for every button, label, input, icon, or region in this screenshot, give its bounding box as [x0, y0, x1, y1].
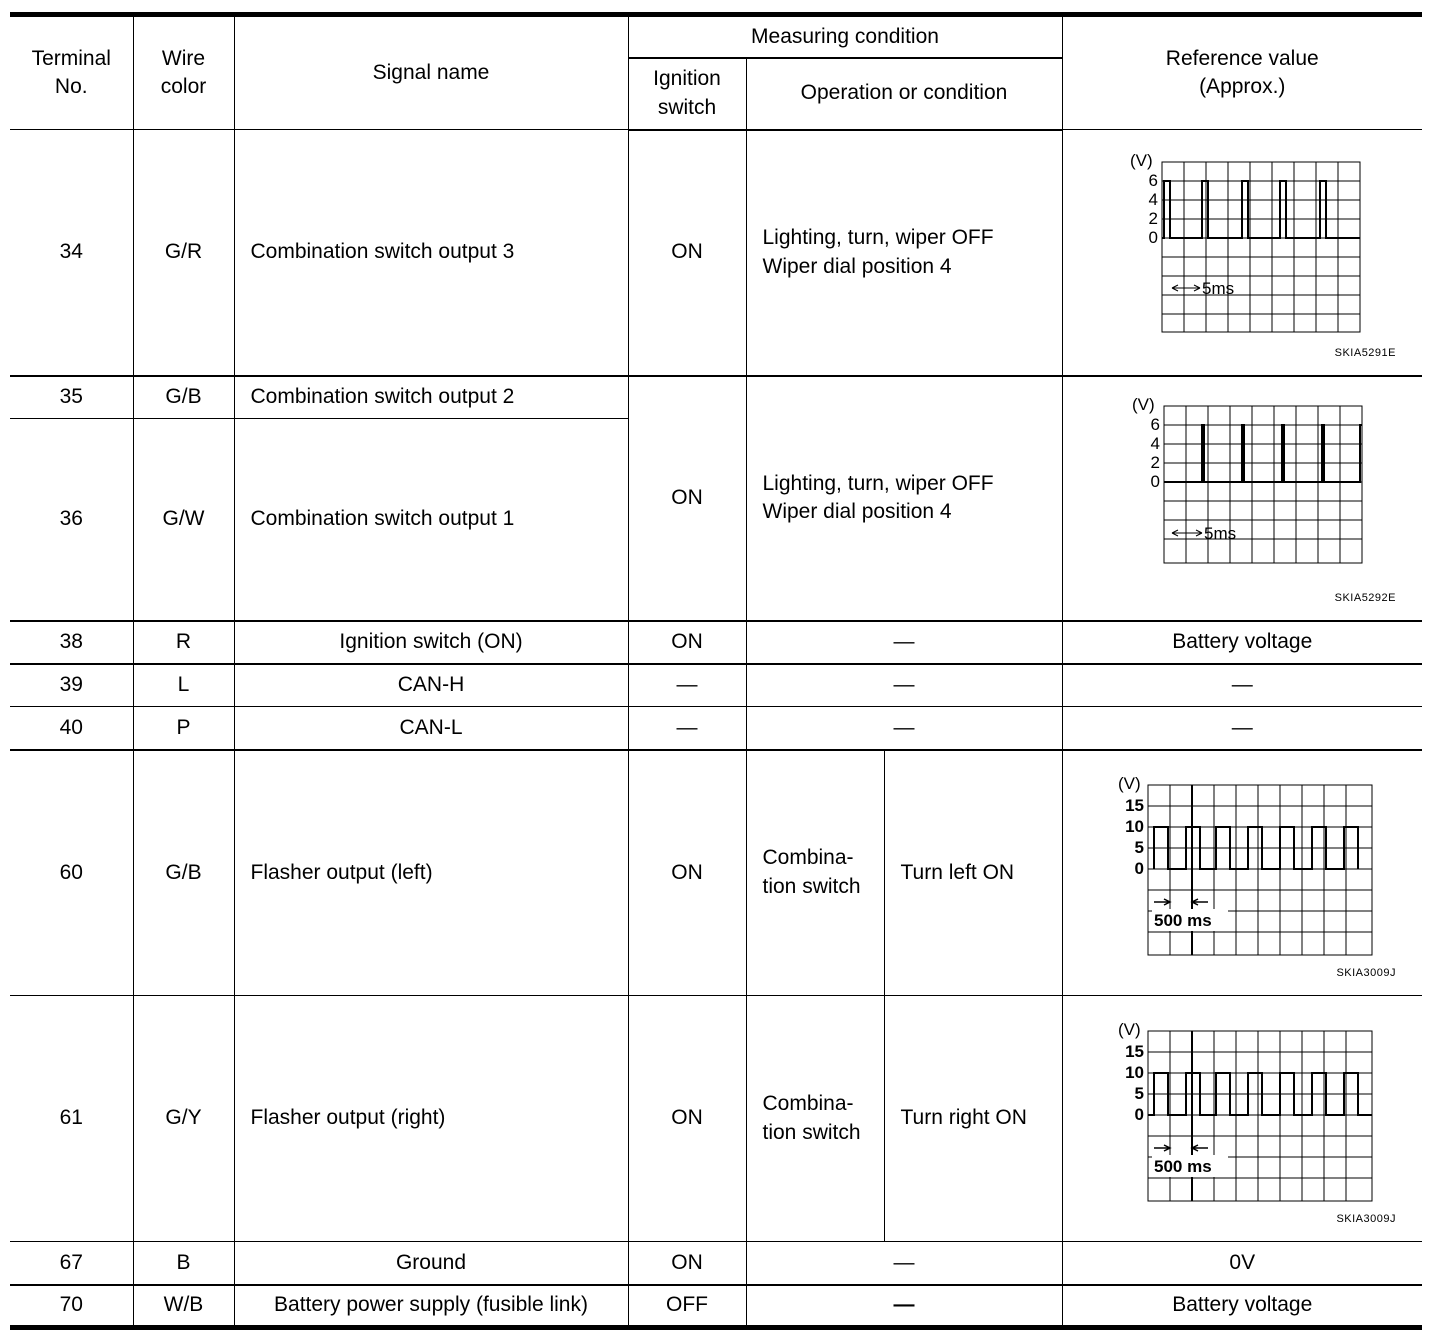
y-tick: 0 [1150, 472, 1161, 491]
ignition-state: — [628, 664, 746, 707]
y-tick: 0 [1134, 1104, 1145, 1124]
table-row [10, 996, 1422, 1242]
y-tick: 0 [1148, 228, 1159, 248]
ignition-state: OFF [628, 1285, 746, 1328]
ignition-state: ON [628, 621, 746, 664]
table-row [10, 707, 1422, 750]
signal-name: Flasher output (right) [234, 996, 628, 1242]
terminal-number: 67 [10, 1242, 133, 1285]
wire-color: G/Y [133, 996, 234, 1242]
signal-name: Flasher output (left) [234, 750, 628, 996]
wire-color: B [133, 1242, 234, 1285]
terminal-reference-table [10, 12, 1422, 1330]
time-scale: 5ms [1202, 279, 1235, 299]
figure-ref: SKIA5291E [1334, 346, 1396, 359]
y-tick: 15 [1125, 1041, 1145, 1061]
y-tick: 2 [1148, 209, 1159, 229]
wire-color: P [133, 707, 234, 750]
operation-condition: — [746, 1242, 1062, 1285]
figure-ref: SKIA5292E [1334, 591, 1396, 604]
table-row [10, 376, 1422, 419]
y-unit: (V) [1130, 152, 1153, 171]
table-row [10, 621, 1422, 664]
ignition-state: ON [628, 1242, 746, 1285]
figure-ref: SKIA3009J [1336, 1213, 1396, 1226]
operation-condition: — [746, 621, 1062, 664]
reference-value: 0V [1062, 1242, 1422, 1285]
y-tick: 15 [1125, 795, 1145, 815]
terminal-number: 34 [10, 130, 133, 376]
header-wire-color: Wire color [133, 15, 234, 130]
operation-condition: — [746, 1285, 1062, 1328]
y-tick: 4 [1150, 434, 1161, 453]
table-row [10, 1242, 1422, 1285]
header-terminal-no: Terminal No. [10, 15, 133, 130]
y-tick: 0 [1134, 858, 1145, 878]
operation-condition: Lighting, turn, wiper OFF Wiper dial position 4 [746, 376, 1062, 621]
waveform-chart [1082, 1019, 1402, 1219]
reference-value: Battery voltage [1062, 621, 1422, 664]
reference-waveform [1062, 996, 1422, 1242]
wire-color: W/B [133, 1285, 234, 1328]
reference-waveform [1062, 376, 1422, 621]
wire-color: G/B [133, 750, 234, 996]
terminal-number: 38 [10, 621, 133, 664]
operation-condition: Turn right ON [884, 996, 1062, 1242]
waveform-chart [1092, 152, 1392, 352]
operation-condition: Lighting, turn, wiper OFF Wiper dial position 4 [746, 130, 1062, 376]
ignition-state: — [628, 707, 746, 750]
table-row [10, 750, 1422, 996]
y-tick: 4 [1148, 190, 1159, 210]
wire-color: G/R [133, 130, 234, 376]
signal-name: Combination switch output 2 [234, 376, 628, 419]
signal-name: Ground [234, 1242, 628, 1285]
y-tick: 10 [1125, 816, 1145, 836]
reference-value: Battery voltage [1062, 1285, 1422, 1328]
y-tick: 2 [1150, 453, 1161, 472]
signal-name: CAN-H [234, 664, 628, 707]
ignition-state: ON [628, 996, 746, 1242]
terminal-number: 36 [10, 419, 133, 621]
signal-name: Combination switch output 3 [234, 130, 628, 376]
reference-value: — [1062, 664, 1422, 707]
signal-name: Combination switch output 1 [234, 419, 628, 621]
wire-color: G/W [133, 419, 234, 621]
y-tick: 5 [1134, 837, 1145, 857]
y-tick: 6 [1148, 171, 1159, 191]
header-measuring-condition: Measuring condition [628, 15, 1062, 58]
table-row [10, 130, 1422, 376]
wire-color: G/B [133, 376, 234, 419]
signal-name: CAN-L [234, 707, 628, 750]
header-operation: Operation or condition [746, 58, 1062, 130]
time-scale: 500 ms [1154, 1156, 1212, 1176]
y-unit: (V) [1118, 1019, 1141, 1039]
table-row [10, 1285, 1422, 1328]
waveform-chart [1092, 398, 1392, 598]
time-scale: 5ms [1204, 524, 1237, 543]
signal-name: Ignition switch (ON) [234, 621, 628, 664]
terminal-number: 60 [10, 750, 133, 996]
table-row [10, 664, 1422, 707]
header-reference-value: Reference value (Approx.) [1062, 15, 1422, 130]
figure-ref: SKIA3009J [1336, 967, 1396, 980]
reference-waveform [1062, 750, 1422, 996]
terminal-number: 61 [10, 996, 133, 1242]
terminal-number: 35 [10, 376, 133, 419]
operation-condition: — [746, 664, 1062, 707]
ignition-state: ON [628, 130, 746, 376]
waveform-chart [1082, 773, 1402, 973]
time-scale: 500 ms [1154, 910, 1212, 930]
wire-color: R [133, 621, 234, 664]
y-tick: 10 [1125, 1062, 1145, 1082]
y-unit: (V) [1132, 398, 1155, 414]
y-tick: 5 [1134, 1083, 1145, 1103]
reference-value: — [1062, 707, 1422, 750]
ignition-state: ON [628, 376, 746, 621]
header-signal-name: Signal name [234, 15, 628, 130]
y-tick: 6 [1150, 415, 1161, 434]
header-ignition-switch: Ignition switch [628, 58, 746, 130]
operation-condition: — [746, 707, 1062, 750]
ignition-state: ON [628, 750, 746, 996]
terminal-number: 40 [10, 707, 133, 750]
terminal-number: 39 [10, 664, 133, 707]
operation-switch: Combina- tion switch [746, 750, 884, 996]
operation-condition: Turn left ON [884, 750, 1062, 996]
signal-name: Battery power supply (fusible link) [234, 1285, 628, 1328]
y-unit: (V) [1118, 773, 1141, 793]
wire-color: L [133, 664, 234, 707]
operation-switch: Combina- tion switch [746, 996, 884, 1242]
terminal-number: 70 [10, 1285, 133, 1328]
reference-waveform [1062, 130, 1422, 376]
